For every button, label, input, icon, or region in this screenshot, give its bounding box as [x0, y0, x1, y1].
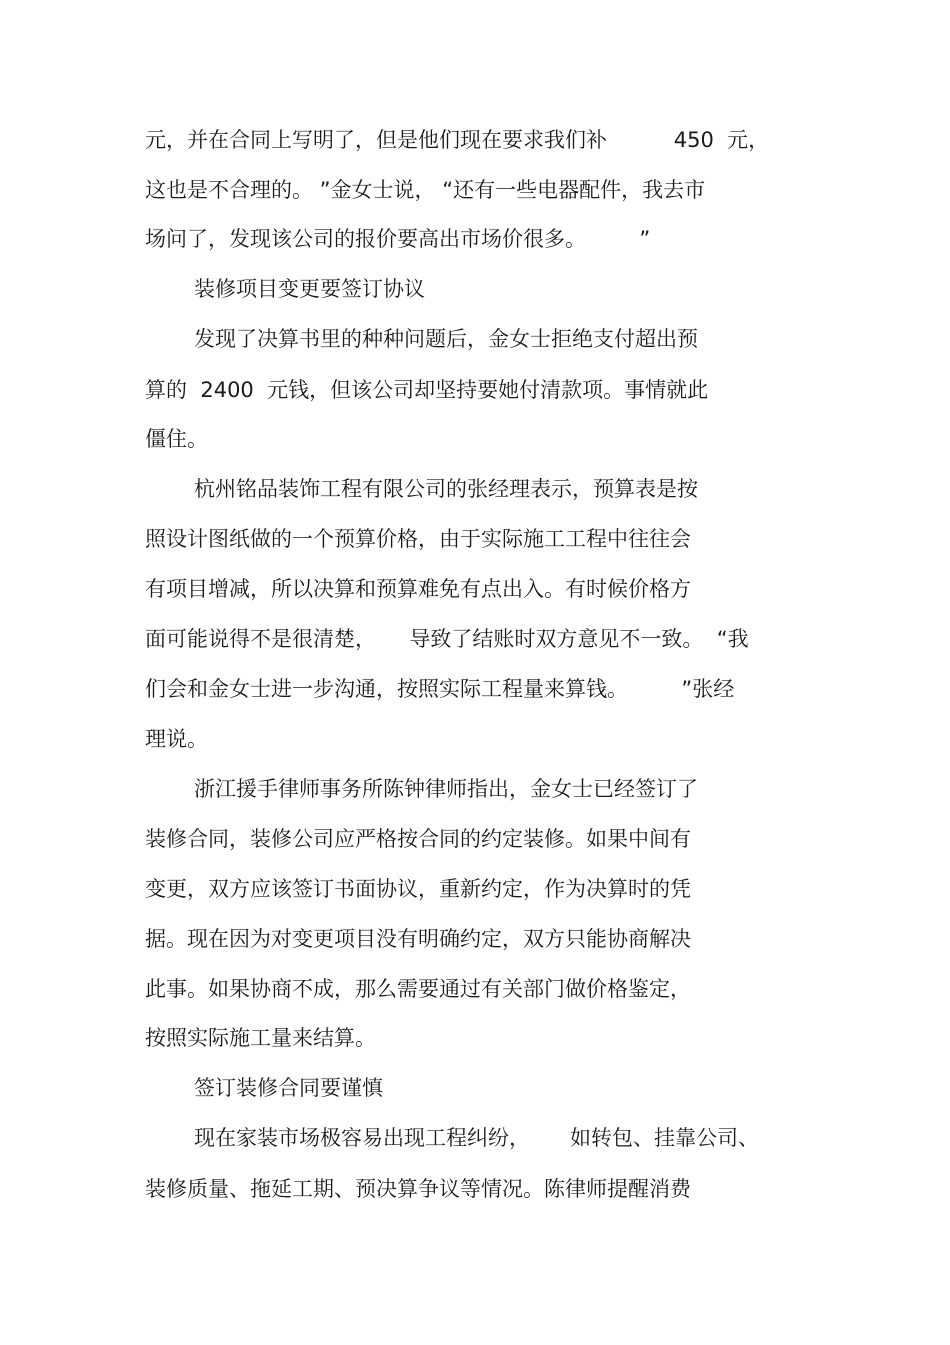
text-line: 装修质量、拖延工期、预决算争议等情况。陈律师提醒消费	[145, 1177, 691, 1201]
text-line: 此事。如果协商不成，那么需要通过有关部门做价格鉴定，	[145, 977, 691, 1001]
text-line: 据。现在因为对变更项目没有明确约定，双方只能协商解决	[145, 927, 691, 951]
text-line: 元，并在合同上写明了，但是他们现在要求我们补 450 元，	[145, 128, 770, 152]
text-line: 面可能说得不是很清楚， 导致了结账时双方意见不一致。 “我	[145, 627, 749, 651]
text-line: 装修合同，装修公司应严格按合同的约定装修。如果中间有	[145, 827, 691, 851]
text-line: 这也是不合理的。 ”金女士说， “还有一些电器配件，我去市	[145, 178, 706, 202]
text-line: 们会和金女士进一步沟通，按照实际工程量来算钱。 ”张经	[145, 677, 735, 701]
text-line: 按照实际施工量来结算。	[145, 1026, 376, 1050]
text-line: 发现了决算书里的种种问题后，金女士拒绝支付超出预	[194, 327, 698, 351]
text-line: 理说。	[145, 727, 208, 751]
text-line: 现在家装市场极容易出现工程纠纷， 如转包、挂靠公司、	[194, 1126, 760, 1150]
text-line: 浙江援手律师事务所陈钟律师指出，金女士已经签订了	[194, 777, 698, 801]
section-heading: 装修项目变更要签订协议	[194, 277, 425, 301]
text-line: 算的 2400 元钱，但该公司却坚持要她付清款项。事情就此	[145, 378, 709, 402]
text-line: 杭州铭品装饰工程有限公司的张经理表示，预算表是按	[194, 477, 698, 501]
text-line: 变更，双方应该签订书面协议，重新约定，作为决算时的凭	[145, 877, 691, 901]
text-line: 场问了，发现该公司的报价要高出市场价很多。 ”	[145, 227, 651, 251]
text-line: 僵住。	[145, 427, 208, 451]
text-line: 照设计图纸做的一个预算价格，由于实际施工工程中往往会	[145, 527, 691, 551]
text-line: 有项目增减，所以决算和预算难免有点出入。有时候价格方	[145, 577, 691, 601]
section-heading: 签订装修合同要谨慎	[194, 1076, 383, 1100]
